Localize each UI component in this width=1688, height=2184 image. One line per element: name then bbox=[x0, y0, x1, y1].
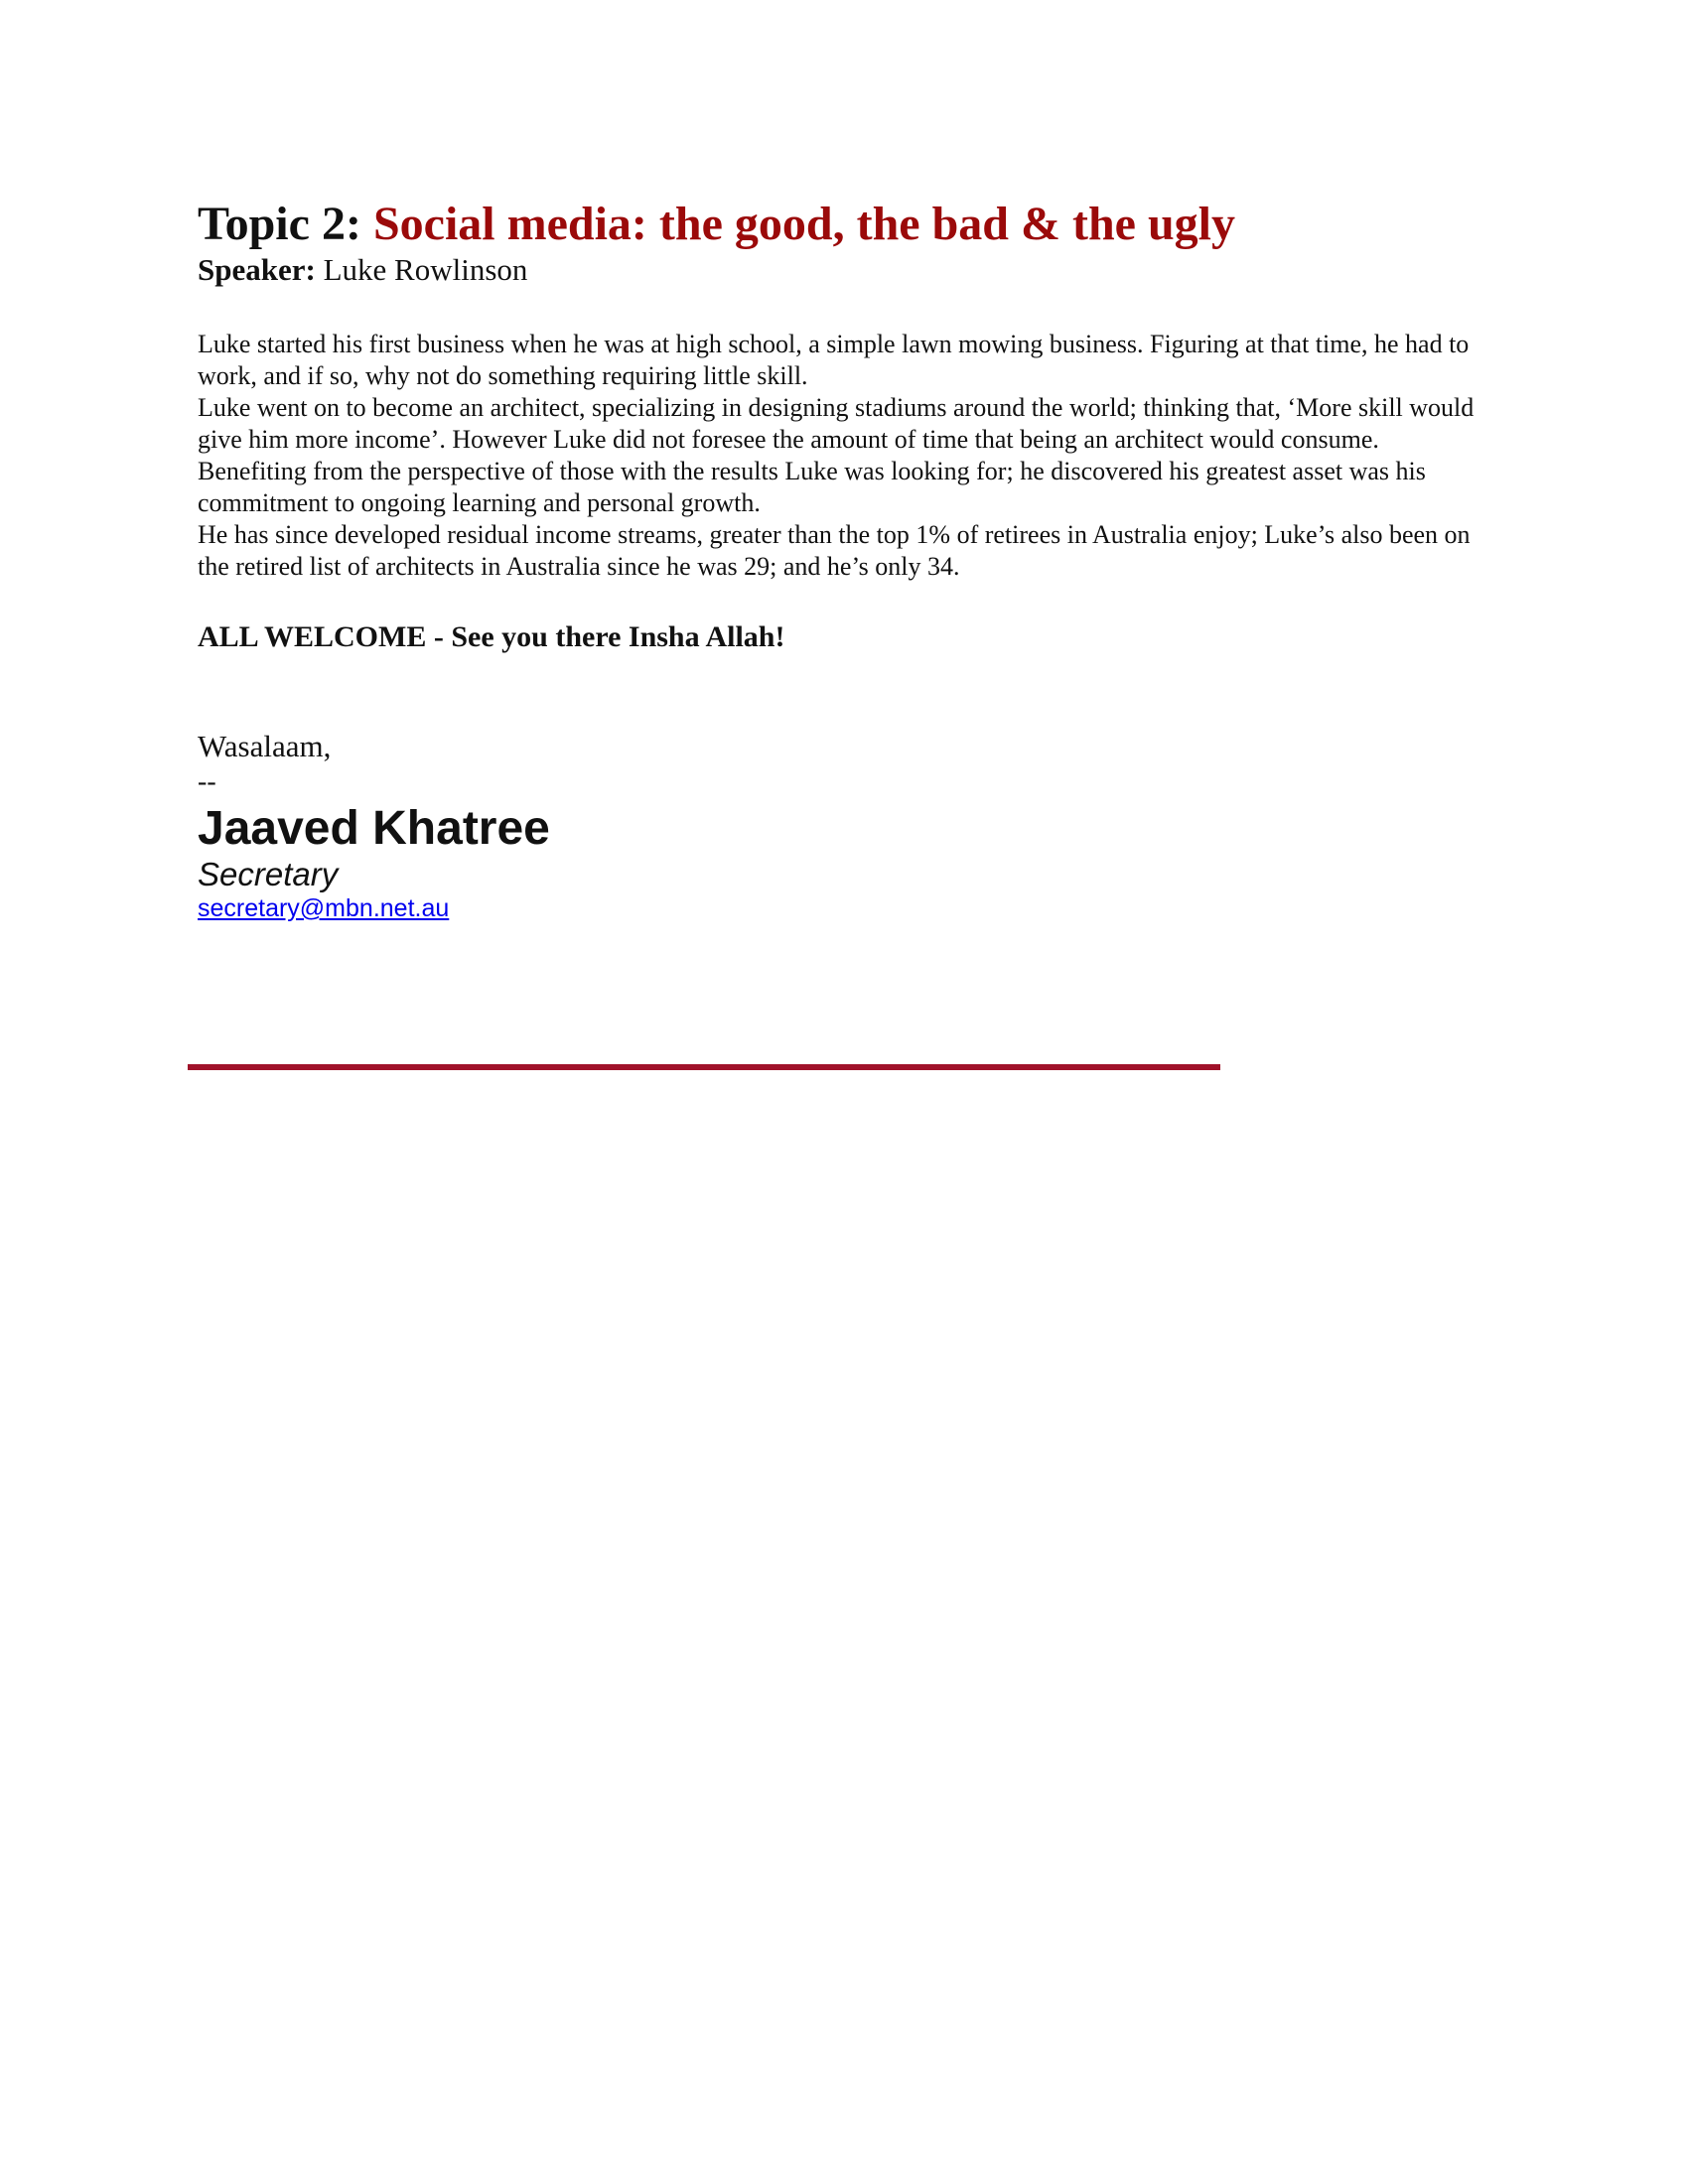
bio-paragraph: Luke started his first business when he was at high school, a simple lawn mowing business. Figuring at that time, he had to work, and if so, why not do something requiring little skill. bbox=[198, 330, 1470, 390]
speaker-name: Luke Rowlinson bbox=[323, 252, 528, 287]
bio-paragraph: He has since developed residual income streams, greater than the top 1% of retirees in Australia enjoy; Luke’s also been on the retired list of architects in Australia since he was 29; and he’s only 34. bbox=[198, 520, 1471, 581]
signature-name: Jaaved Khatree bbox=[198, 802, 550, 855]
welcome-line: ALL WELCOME - See you there Insha Allah! bbox=[198, 620, 785, 653]
footer-divider bbox=[188, 1064, 1220, 1070]
signature-email-link[interactable]: secretary@mbn.net.au bbox=[198, 894, 450, 922]
speaker-label: Speaker: bbox=[198, 252, 316, 287]
signature-role: Secretary bbox=[198, 856, 339, 892]
content-block bbox=[198, 197, 1498, 923]
closing-salutation: Wasalaam, bbox=[198, 729, 332, 763]
speaker-line bbox=[198, 252, 1498, 288]
topic-title: Social media: the good, the bad & the ugly bbox=[372, 198, 1235, 250]
signature-separator: -- bbox=[198, 766, 216, 797]
topic-heading bbox=[198, 197, 1498, 252]
topic-prefix: Topic 2: bbox=[198, 198, 361, 250]
speaker-bio bbox=[198, 329, 1498, 583]
bio-paragraph: Luke went on to become an architect, specializing in designing stadiums around the world; thinking that, ‘More skill would give him more income’. However Luke did not foresee the amount of time that being an architect would consume. bbox=[198, 393, 1475, 454]
bio-paragraph: Benefiting from the perspective of those with the results Luke was looking for; he discovered his greatest asset was his commitment to ongoing learning and personal growth. bbox=[198, 457, 1426, 517]
